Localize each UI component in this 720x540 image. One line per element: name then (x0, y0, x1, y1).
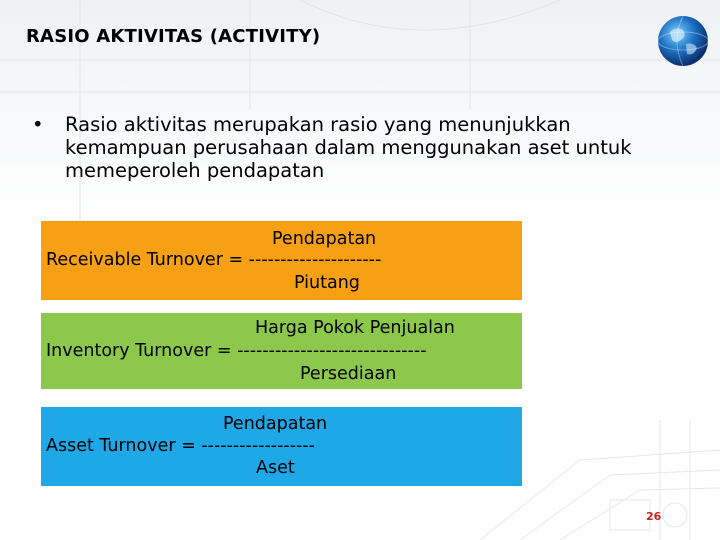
formula-denominator: Piutang (294, 273, 360, 293)
formula-numerator: Pendapatan (223, 414, 328, 434)
formula-expression: Inventory Turnover = ------------------------------ (46, 341, 427, 361)
bullet-dot: • (32, 113, 44, 136)
formula-denominator: Aset (256, 458, 295, 478)
formula-denominator: Persediaan (300, 364, 397, 384)
slide-title: RASIO AKTIVITAS (ACTIVITY) (26, 26, 321, 47)
inventory-turnover-formula (41, 313, 522, 389)
formula-numerator: Pendapatan (272, 229, 377, 249)
formula-expression: Asset Turnover = ------------------ (46, 436, 315, 456)
formula-numerator: Harga Pokok Penjualan (255, 318, 455, 338)
formula-expression: Receivable Turnover = --------------------- (46, 250, 382, 270)
receivable-turnover-formula (41, 221, 522, 300)
slide-number: 26 (646, 510, 662, 523)
asset-turnover-formula (41, 407, 522, 486)
bullet-paragraph (32, 113, 672, 182)
globe-icon (656, 14, 710, 68)
bullet-text: Rasio aktivitas merupakan rasio yang menunjukkan kemampuan perusahaan dalam menggunakan aset untuk memeperoleh pendapatan (65, 113, 632, 182)
